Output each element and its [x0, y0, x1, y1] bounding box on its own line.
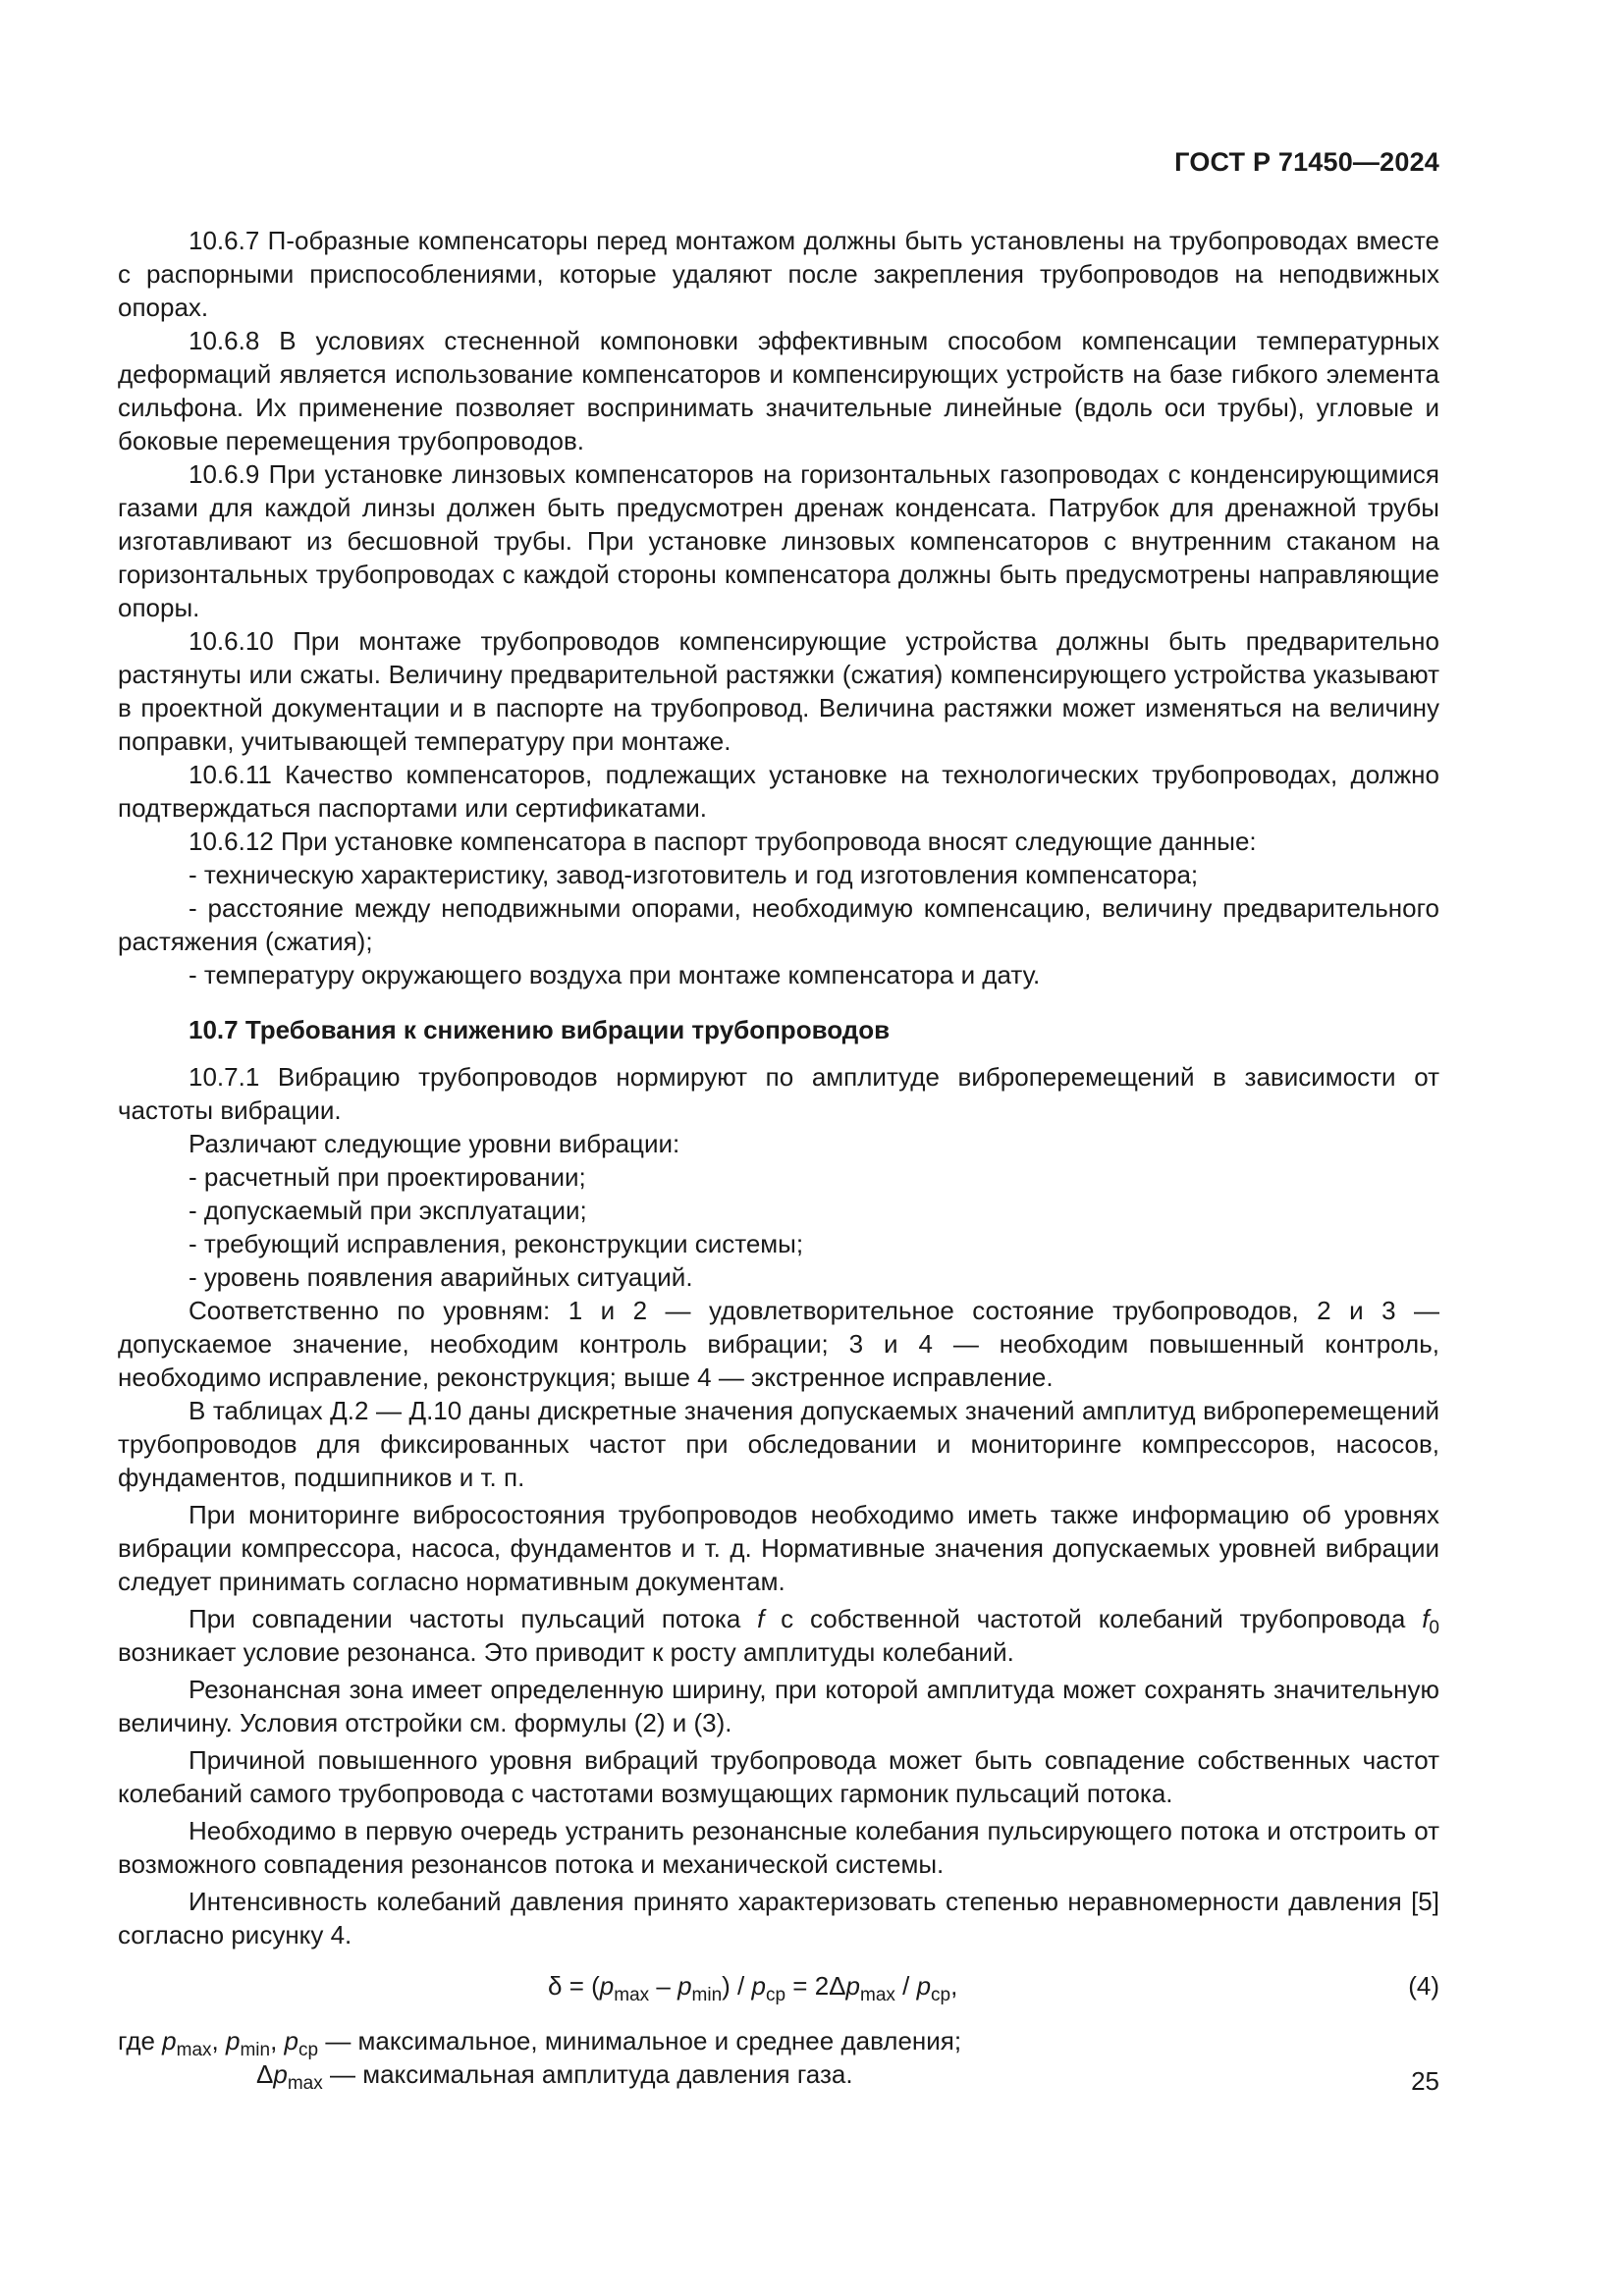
list-item: - уровень появления аварийных ситуаций.: [189, 1262, 693, 1292]
list-item: - техническую характеристику, завод-изготовитель и год изготовления компенсатора;: [189, 860, 1199, 889]
levels-intro: Различают следующие уровни вибрации:: [189, 1129, 680, 1158]
list-item: - допускаемый при эксплуатации;: [189, 1196, 587, 1225]
paragraph-10-6-9: 10.6.9 При установке линзовых компенсаторов на горизонтальных газопроводах с конденсирующимися газами для каждой линзы должен быть предусмотрен дренаж конденсата. Патрубок для дренажной трубы изготавливают из бесшовной трубы. При установке линзовых компенсаторов с внутренним стаканом на горизонтальных трубопроводах с каждой стороны компенсатора должны быть предусмотрены направляющие опоры.: [118, 459, 1439, 622]
paragraph-resonance-zone: Резонансная зона имеет определенную ширину, при которой амплитуда может сохранять значительную величину. Условия отстройки см. формулы (2) и (3).: [118, 1675, 1439, 1737]
paragraph-pressure-intensity: Интенсивность колебаний давления принято характеризовать степенью неравномерности давления [5] согласно рисунку 4.: [118, 1887, 1439, 1949]
page-body: [118, 224, 1439, 2094]
legend-row-pressures: где $p_{max}$, $p_{min}$, $p_{ср}$ — максимальное, минимальное и среднее давления;: [118, 2026, 962, 2060]
document-designation: ГОСТ Р 71450—2024: [1174, 147, 1439, 177]
paragraph-10-6-8: 10.6.8 В условиях стесненной компоновки эффективным способом компенсации температурных деформаций является использование компенсаторов и компенсирующих устройств на базе гибкого элемента сильфона. Их применение позволяет воспринимать значительные линейные (вдоль оси трубы), угловые и боковые перемещения трубопроводов.: [118, 326, 1439, 455]
paragraph-10-6-7: 10.6.7 П-образные компенсаторы перед монтажом должны быть установлены на трубопроводах вместе с распорными приспособлениями, которые удаляют после закрепления трубопроводов на неподвижных опорах.: [118, 226, 1439, 322]
page-number: 25: [1411, 2066, 1439, 2096]
paragraph-10-6-12: 10.6.12 При установке компенсатора в паспорт трубопровода вносят следующие данные:: [189, 827, 1257, 856]
formula-legend: [118, 2024, 1439, 2094]
list-item: - расстояние между неподвижными опорами, необходимую компенсацию, величину предварительного растяжения (сжатия);: [118, 893, 1439, 956]
paragraph-tables: В таблицах Д.2 — Д.10 даны дискретные значения допускаемых значений амплитуд виброперемещений трубопроводов для фиксированных частот при обследовании и мониторинге компрессоров, насосов, фундаментов, подшипников и т. п.: [118, 1396, 1439, 1492]
list-item: - температуру окружающего воздуха при монтаже компенсатора и дату.: [189, 960, 1041, 989]
paragraph-detuning: Необходимо в первую очередь устранить резонансные колебания пульсирующего потока и отстроить от возможного совпадения резонансов потока и механической системы.: [118, 1816, 1439, 1879]
formula-number: (4): [1408, 1971, 1439, 2001]
legend-row-amplitude: $\Delta p_{max}$ — максимальная амплитуда давления газа.: [256, 2059, 853, 2094]
formula-expression: $\delta = (p_{max} - p_{min}) / p_{ср} = 2\Delta p_{max} / p_{ср}$,: [548, 1971, 958, 2005]
paragraph-monitoring: При мониторинге вибросостояния трубопроводов необходимо иметь также информацию об уровнях вибрации компрессора, насоса, фундаментов и т. д. Нормативные значения допускаемых уровней вибрации следует принимать согласно нормативным документам.: [118, 1500, 1439, 1596]
paragraph-vibration-cause: Причиной повышенного уровня вибраций трубопровода может быть совпадение собственных частот колебаний самого трубопровода с частотами возмущающих гармоник пульсаций потока.: [118, 1745, 1439, 1808]
paragraph-10-6-10: 10.6.10 При монтаже трубопроводов компенсирующие устройства должны быть предварительно растянуты или сжаты. Величину предварительной растяжки (сжатия) компенсирующего устройства указывают в проектной документации и в паспорте на трубопровод. Величина растяжки может изменяться на величину поправки, учитывающей температуру при монтаже.: [118, 626, 1439, 756]
paragraph-resonance: При совпадении частоты пульсаций потока f с собственной частотой колебаний трубопровода $f_0$ возникает условие резонанса. Это приводит к росту амплитуды колебаний.: [118, 1604, 1439, 1667]
formula-4: [118, 1965, 1439, 2008]
paragraph-levels: Соответственно по уровням: 1 и 2 — удовлетворительное состояние трубопроводов, 2 и 3 — допускаемое значение, необходим контроль вибрации; 3 и 4 — необходим повышенный контроль, необходимо исправление, реконструкция; выше 4 — экстренное исправление.: [118, 1296, 1439, 1392]
list-item: - требующий исправления, реконструкции системы;: [189, 1229, 804, 1258]
paragraph-10-7-1: 10.7.1 Вибрацию трубопроводов нормируют по амплитуде виброперемещений в зависимости от частоты вибрации.: [118, 1062, 1439, 1125]
paragraph-10-6-11: 10.6.11 Качество компенсаторов, подлежащих установке на технологических трубопроводах, должно подтверждаться паспортами или сертификатами.: [118, 760, 1439, 823]
list-item: - расчетный при проектировании;: [189, 1162, 586, 1192]
section-heading-10-7: 10.7 Требования к снижению вибрации трубопроводов: [189, 1015, 891, 1044]
